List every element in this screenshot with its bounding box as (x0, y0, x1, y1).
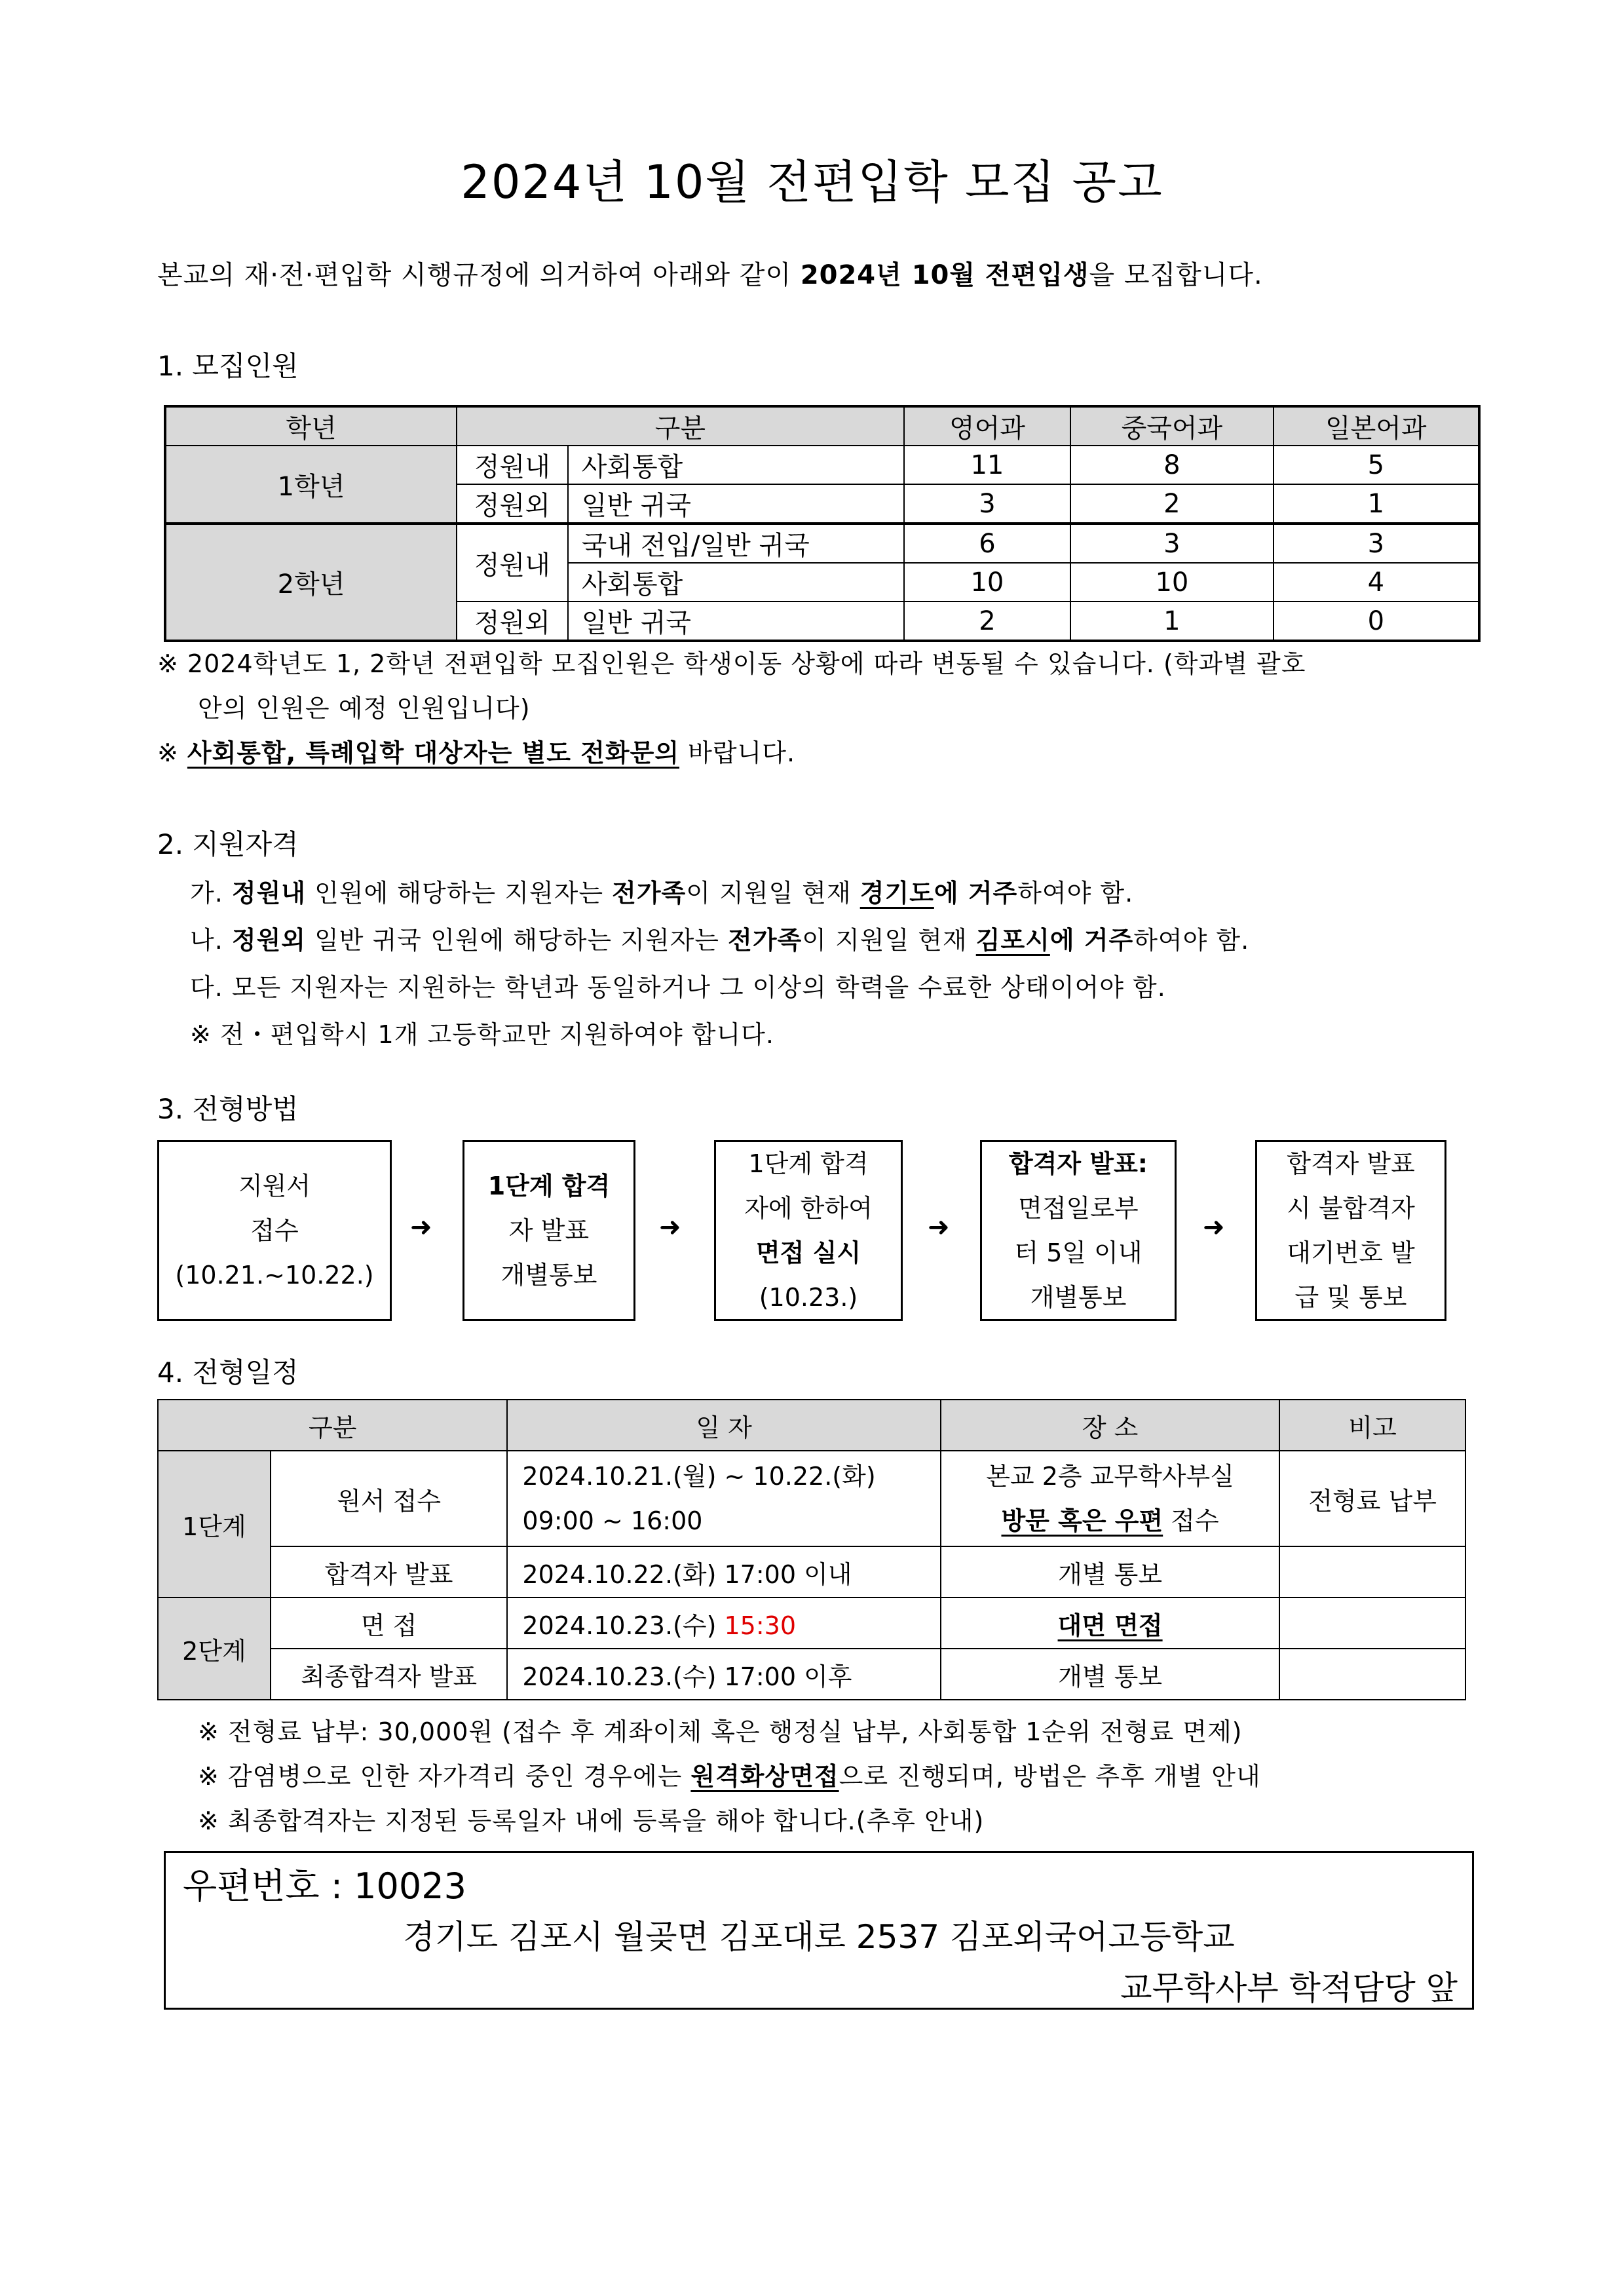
process-step-2: 1단계 합격 자 발표 개별통보 (463, 1140, 635, 1321)
schedule-note-2: ※ 감염병으로 인한 자가격리 중인 경우에는 원격화상면접으로 진행되며, 방법은 추후 개별 안내 (198, 1762, 1261, 1791)
table-header-row (165, 406, 1479, 446)
page-title: 2024년 10월 전편입학 모집 공고 (461, 155, 1163, 209)
stage-1: 1단계 (158, 1451, 271, 1598)
grade-2: 2학년 (165, 524, 457, 641)
header-japanese: 일본어과 (1274, 406, 1479, 446)
grade-1: 1학년 (165, 446, 457, 524)
header-chinese: 중국어과 (1070, 406, 1273, 446)
table-row: 1학년 정원내 사회통합 11 8 5 (165, 446, 1479, 484)
postal-code: 우편번호 : 10023 (183, 1866, 466, 1907)
table-row: 2학년 정원내 국내 전입/일반 귀국 6 3 3 (165, 524, 1479, 563)
schedule-table (157, 1399, 1466, 1700)
table-row: 합격자 발표 2024.10.22.(화) 17:00 이내 개별 통보 (158, 1546, 1465, 1598)
process-step-1: 지원서 접수 (10.21.~10.22.) (157, 1140, 392, 1321)
address-line-2: 교무학사부 학적담당 앞 (1120, 1969, 1458, 2007)
section1-heading: 1. 모집인원 (157, 350, 299, 382)
arrow-icon: ➜ (928, 1212, 950, 1242)
recruit-note-1-cont: 안의 인원은 예정 인원입니다) (198, 694, 531, 723)
qualification-note: ※ 전・편입학시 1개 고등학교만 지원하여야 합니다. (190, 1020, 774, 1049)
table-row: 최종합격자 발표 2024.10.23.(수) 17:00 이후 개별 통보 (158, 1649, 1465, 1700)
process-step-3: 1단계 합격 자에 한하여 면접 실시 (10.23.) (714, 1140, 903, 1321)
section4-heading: 4. 전형일정 (157, 1356, 299, 1388)
recruit-note-2: ※ 사회통합, 특례입학 대상자는 별도 전화문의 바랍니다. (157, 738, 796, 767)
qualification-b: 나. 정원외 일반 귀국 인원에 해당하는 지원자는 전가족이 지원일 현재 김포시에 거주하여야 함. (190, 926, 1250, 955)
table-row: 정원외 일반 귀국 3 2 1 (165, 484, 1479, 524)
header-grade: 학년 (165, 406, 457, 446)
header-english: 영어과 (904, 406, 1071, 446)
arrow-icon: ➜ (1203, 1212, 1225, 1242)
address-line-1: 경기도 김포시 월곶면 김포대로 2537 김포외국어고등학교 (403, 1918, 1235, 1956)
address-box (164, 1851, 1474, 2010)
process-step-5: 합격자 발표 시 불합격자 대기번호 발 급 및 통보 (1255, 1140, 1446, 1321)
recruit-note-1: ※ 2024학년도 1, 2학년 전편입학 모집인원은 학생이동 상황에 따라 변동될 수 있습니다. (학과별 괄호 (157, 649, 1306, 678)
schedule-note-3: ※ 최종합격자는 지정된 등록일자 내에 등록을 해야 합니다.(추후 안내) (198, 1807, 985, 1835)
section2-heading: 2. 지원자격 (157, 828, 299, 860)
arrow-icon: ➜ (659, 1212, 681, 1242)
table-header-row: 구분 일 자 장 소 비고 (158, 1400, 1465, 1451)
header-category: 구분 (457, 406, 904, 446)
recruitment-table (164, 405, 1481, 642)
process-step-4: 합격자 발표: 면접일로부 터 5일 이내 개별통보 (980, 1140, 1177, 1321)
section3-heading: 3. 전형방법 (157, 1093, 299, 1125)
qualification-c: 다. 모든 지원자는 지원하는 학년과 동일하거나 그 이상의 학력을 수료한 상태이어야 함. (190, 973, 1166, 1002)
schedule-note-1: ※ 전형료 납부: 30,000원 (접수 후 계좌이체 혹은 행정실 납부, 사회통합 1순위 전형료 면제) (198, 1717, 1243, 1746)
qualification-a: 가. 정원내 인원에 해당하는 지원자는 전가족이 지원일 현재 경기도에 거주하여야 함. (190, 879, 1134, 908)
table-row: 1단계 원서 접수 2024.10.21.(월) ~ 10.22.(화) 09:00 ~ 16:00 본교 2층 교무학사부실 방문 혹은 우편 접수 전형료 납부 (158, 1451, 1465, 1546)
arrow-icon: ➜ (410, 1212, 432, 1242)
table-row: 사회통합 10 10 4 (165, 563, 1479, 602)
table-row: 정원외 일반 귀국 2 1 0 (165, 602, 1479, 641)
table-row: 2단계 면 접 2024.10.23.(수) 15:30 대면 면접 (158, 1598, 1465, 1649)
stage-2: 2단계 (158, 1598, 271, 1700)
intro-text: 본교의 재·전·편입학 시행규정에 의거하여 아래와 같이 2024년 10월 전편입생을 모집합니다. (157, 260, 1263, 290)
